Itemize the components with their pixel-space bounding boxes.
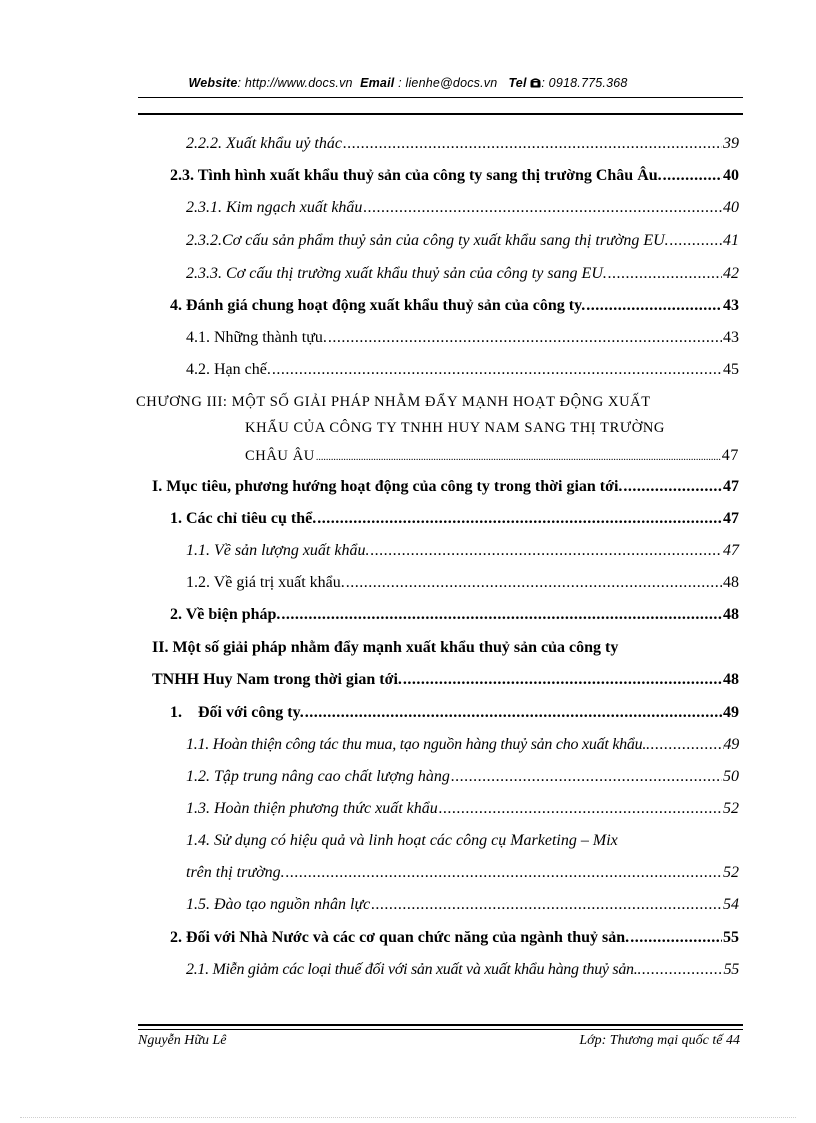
toc-page-number: 47	[721, 447, 739, 464]
toc-page-number: 54	[723, 896, 739, 913]
toc-page-number: 47	[723, 542, 739, 559]
toc-entry-title: 2.3.1. Kim ngạch xuất khẩu	[186, 199, 363, 216]
toc-entry-title: 1.1. Hoàn thiện công tác thu mua, tạo nguồn hàng thuỷ sản cho xuất khẩu.	[186, 736, 647, 753]
toc-entry-line-1[interactable]: 1.4. Sử dụng có hiệu quả và linh hoạt các công cụ Marketing – Mix	[186, 832, 618, 849]
toc-page-number: 47	[723, 478, 739, 495]
toc-entry-title: 1.3. Hoàn thiện phương thức xuất khẩu	[186, 800, 438, 817]
toc-page-number: 48	[723, 606, 739, 623]
toc-page-number: 55	[723, 929, 739, 946]
toc-leader	[343, 134, 722, 154]
toc-page-number: 50	[723, 768, 739, 785]
tel-label: Tel	[508, 76, 527, 90]
toc-entry[interactable]	[170, 296, 739, 316]
toc-leader	[370, 541, 722, 561]
tel-value: : 0918.775.368	[541, 76, 628, 90]
toc-leader	[272, 360, 722, 380]
chapter-heading-line-2[interactable]: KHẨU CỦA CÔNG TY TNHH HUY NAM SANG THỊ TRƯỜNG	[245, 420, 665, 436]
toc-leader	[316, 448, 721, 468]
toc-entry-title: 1. Các chỉ tiêu cụ thể.	[170, 510, 317, 527]
footer-rule-thin	[138, 1029, 743, 1030]
toc-page-number: 43	[723, 297, 739, 314]
toc-page-number: 40	[723, 199, 739, 216]
website-value: : http://www.docs.vn	[237, 76, 353, 90]
chapter-heading-line-1[interactable]: CHƯƠNG III: MỘT SỐ GIẢI PHÁP NHẰM ĐẨY MẠNH HOẠT ĐỘNG XUẤT	[136, 394, 651, 410]
website-label: Website	[188, 76, 238, 90]
toc-page-number: 52	[723, 864, 739, 881]
toc-entry-title: TNHH Huy Nam trong thời gian tới.	[152, 671, 402, 688]
toc-entry[interactable]	[170, 166, 739, 186]
toc-entry-title: 2.3. Tình hình xuất khẩu thuỷ sản của công ty sang thị trường Châu Âu.	[170, 167, 662, 184]
toc-leader	[286, 863, 722, 883]
footer-author: Nguyễn Hữu Lê	[138, 1033, 227, 1048]
toc-entry[interactable]	[186, 264, 739, 284]
email-value: : lienhe@docs.vn	[398, 76, 498, 90]
toc-entry-title: 2. Về biện pháp.	[170, 606, 281, 623]
toc-leader	[663, 166, 722, 186]
toc-entry-title: 4.2. Hạn chế.	[186, 361, 271, 378]
toc-entry[interactable]	[186, 799, 739, 819]
toc-entry[interactable]	[186, 863, 739, 883]
toc-page-number: 47	[723, 510, 739, 527]
toc-page-number: 49	[723, 736, 739, 753]
toc-entry[interactable]	[186, 134, 739, 154]
toc-leader	[586, 296, 722, 316]
header-rule-thin	[138, 97, 743, 98]
toc-entry[interactable]	[245, 446, 739, 468]
toc-entry[interactable]	[186, 735, 739, 755]
toc-entry[interactable]	[170, 509, 739, 529]
toc-leader	[317, 509, 722, 529]
toc-entry[interactable]	[186, 231, 739, 251]
toc-entry-title: 1. Đối với công ty.	[170, 704, 304, 721]
toc-entry[interactable]	[186, 541, 739, 561]
toc-entry[interactable]	[170, 703, 739, 723]
toc-entry-title: 4. Đánh giá chung hoạt động xuất khẩu thuỷ sản của công ty.	[170, 297, 586, 314]
toc-entry[interactable]	[170, 928, 739, 948]
toc-entry-title: 2.2.2. Xuất khẩu uỷ thác	[186, 135, 342, 152]
toc-page-number: 45	[723, 361, 739, 378]
email-label: Email	[360, 76, 395, 90]
footer-rule-thick	[138, 1024, 743, 1026]
toc-entry-title: CHÂU ÂU	[245, 448, 315, 464]
toc-entry-title: trên thị trường.	[186, 864, 285, 881]
toc-page-number: 40	[723, 167, 739, 184]
toc-page-number: 55	[723, 961, 739, 978]
toc-leader	[451, 767, 722, 787]
toc-entry[interactable]	[186, 767, 739, 787]
toc-leader	[328, 328, 722, 348]
toc-entry-title: 1.5. Đào tạo nguồn nhân lực	[186, 896, 371, 913]
toc-entry[interactable]	[186, 360, 739, 380]
toc-leader	[371, 895, 722, 915]
toc-page-number: 48	[723, 574, 739, 591]
toc-entry-title: 1.2. Về giá trị xuất khẩu.	[186, 574, 345, 591]
toc-page-number: 48	[723, 671, 739, 688]
toc-entry-title: 2. Đối với Nhà Nước và các cơ quan chức năng của ngành thuỷ sản.	[170, 929, 630, 946]
phone-icon	[530, 77, 541, 91]
toc-leader	[346, 573, 722, 593]
toc-entry-title: 1.2. Tập trung nâng cao chất lượng hàng	[186, 768, 450, 785]
toc-entry-title: 1.1. Về sản lượng xuất khẩu.	[186, 542, 370, 559]
toc-page-number: 49	[723, 704, 739, 721]
page-bottom-divider	[20, 1117, 796, 1118]
toc-entry[interactable]	[186, 960, 739, 980]
toc-entry-title: 2.3.2.Cơ cấu sản phẩm thuỷ sản của công ty xuất khẩu sang thị trường EU.	[186, 232, 669, 249]
toc-leader	[630, 928, 722, 948]
toc-page-number: 52	[723, 800, 739, 817]
footer-class: Lớp: Thương mại quốc tế 44	[579, 1033, 740, 1048]
toc-page-number: 39	[723, 135, 739, 152]
toc-entry-line-1[interactable]: II. Một số giải pháp nhằm đẩy mạnh xuất khẩu thuỷ sản của công ty	[152, 639, 619, 656]
toc-leader	[281, 605, 722, 625]
toc-leader	[637, 960, 723, 980]
toc-leader	[608, 264, 722, 284]
toc-leader	[439, 799, 722, 819]
toc-entry-title: I. Mục tiêu, phương hướng hoạt động của công ty trong thời gian tới.	[152, 478, 623, 495]
toc-entry-title: 2.1. Miễn giảm các loại thuế đối với sản xuất và xuất khẩu hàng thuỷ sản.	[186, 961, 638, 978]
toc-page-number: 43	[723, 329, 739, 346]
toc-entry[interactable]	[186, 573, 739, 593]
toc-leader	[403, 670, 722, 690]
toc-entry[interactable]	[186, 198, 739, 218]
toc-leader	[305, 703, 722, 723]
toc-entry[interactable]	[186, 895, 739, 915]
toc-entry-title: 2.3.3. Cơ cấu thị trường xuất khẩu thuỷ sản của công ty sang EU.	[186, 265, 607, 282]
toc-leader	[623, 477, 722, 497]
toc-entry[interactable]	[170, 605, 739, 625]
toc-leader	[363, 198, 722, 218]
toc-entry[interactable]	[152, 477, 739, 497]
toc-page-number: 42	[723, 265, 739, 282]
toc-entry-title: 4.1. Những thành tựu.	[186, 329, 327, 346]
page-header	[0, 76, 816, 91]
header-rule-thick	[138, 113, 743, 115]
toc-leader	[670, 231, 722, 251]
toc-entry[interactable]	[186, 328, 739, 348]
toc-page-number: 41	[723, 232, 739, 249]
toc-entry[interactable]	[152, 670, 739, 690]
toc-leader	[646, 735, 723, 755]
